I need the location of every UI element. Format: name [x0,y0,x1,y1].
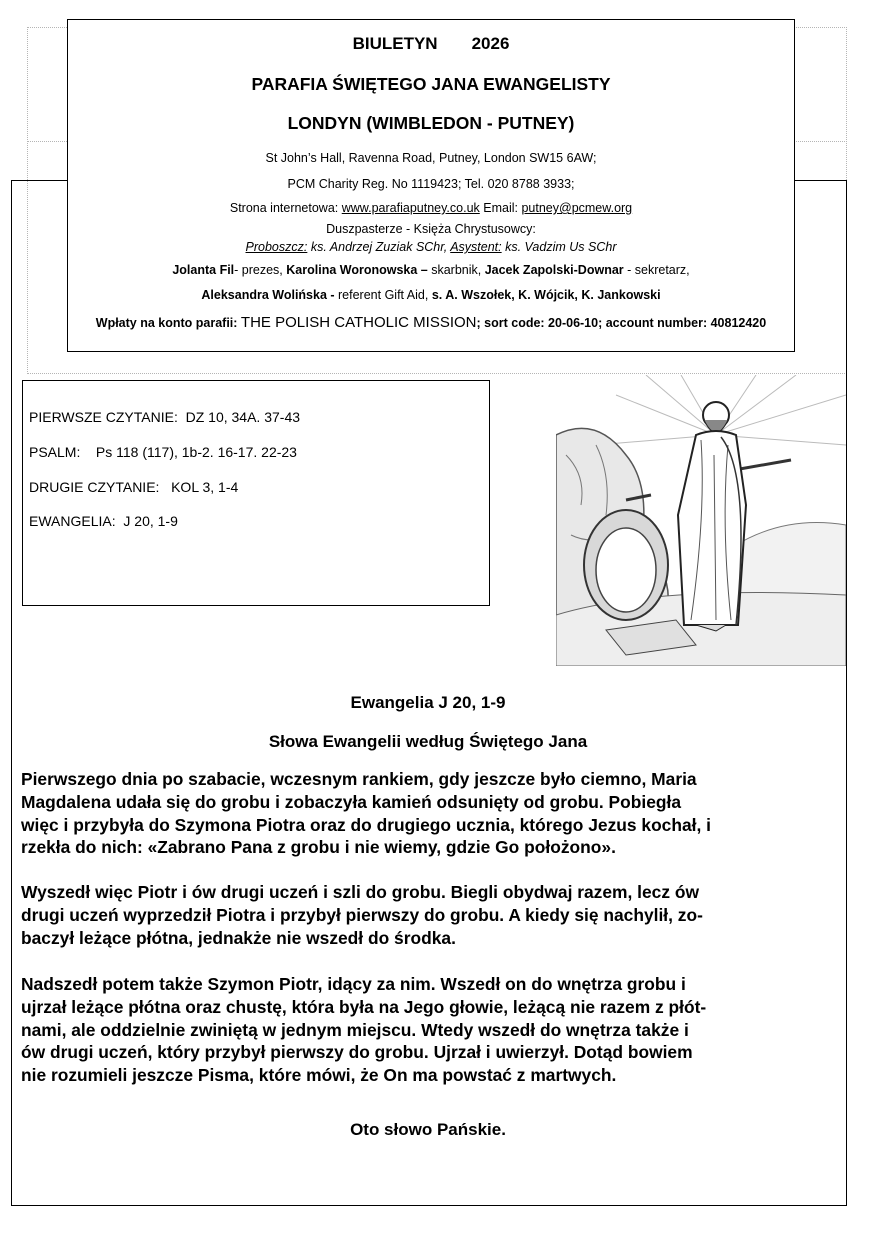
bulletin-title: BIULETYN 2026 [352,34,510,53]
gospel-reading: EWANGELIA: J 20, 1-9 [29,513,178,529]
payments-line: Wpłaty na konto parafii: THE POLISH CATHOLIC MISSION; sort code: 20-06-10; account number: 40812420 [95,314,767,331]
closing-acclamation: Oto słowo Pańskie. [350,1120,506,1139]
psalm: PSALM: Ps 118 (117), 1b-2. 16-17. 22-23 [29,444,297,460]
website-link[interactable]: www.parafiaputney.co.uk [341,201,480,215]
second-reading: DRUGIE CZYTANIE: KOL 3, 1-4 [29,479,239,495]
first-reading: PIERWSZE CZYTANIE: DZ 10, 34A. 37-43 [29,409,301,425]
gospel-paragraph-1: Pierwszego dnia po szabacie, wczesnym rankiem, gdy jeszcze było ciemno, Maria Magdalena udała się do grobu i zobaczyła kamień odsunięty od grobu. Pobiegła więc i przybyła do Szymona Piotra oraz do drugiego ucznia, którego Jezus kochał, i rzekła do nich: «Zabrano Pana z grobu i nie wiemy, gdzie Go położono». [21,769,711,858]
gospel-title: Ewangelia J 20, 1-9 [350,693,506,712]
council-line-2: Aleksandra Wolińska - referent Gift Aid, s. A. Wszołek, K. Wójcik, K. Jankowski [201,288,661,302]
readings-box [22,380,490,606]
header-box [67,19,795,352]
gospel-paragraph-2: Wyszedł więc Piotr i ów drugi uczeń i szli do grobu. Biegli obydwaj razem, lecz ów drugi uczeń wyprzedził Piotra i przybył pierwszy do grobu. A kiedy się nachylił, zo- baczył leżące płótna, jednakże nie wszedł do środka. [21,882,703,948]
parish-city: LONDYN (WIMBLEDON - PUTNEY) [287,113,575,133]
gospel-paragraph-3: Nadszedł potem także Szymon Piotr, idący za nim. Wszedł on do wnętrza grobu i ujrzał leżące płótna oraz chustę, która była na Jego głowie, leżącą nie razem z płót- nami, ale oddzielnie zwiniętą w jednym miejscu. Wtedy wszedł do wnętrza także i ów drugi uczeń, który przybył pierwszy do grobu. Ujrzał i uwierzył. Dotąd bowiem nie rozumieli jeszcze Pisma, które mówi, że On ma powstać z martwych. [21,974,707,1086]
parish-name: PARAFIA ŚWIĘTEGO JANA EWANGELISTY [251,74,611,94]
contact-line: Strona internetowa: www.parafiaputney.co.uk Email: putney@pcmew.org [229,201,633,215]
charity-info: PCM Charity Reg. No 1119423; Tel. 020 8788 3933; [287,177,575,191]
clergy-line: Proboszcz: ks. Andrzej Zuziak SChr, Asystent: ks. Vadzim Us SChr [245,240,617,254]
gospel-subtitle: Słowa Ewangelii według Świętego Jana [268,732,588,751]
resurrection-illustration [556,375,846,666]
email-link[interactable]: putney@pcmew.org [521,201,633,215]
pastors-heading: Duszpasterze - Księża Chrystusowcy: [326,222,536,236]
address: St John’s Hall, Ravenna Road, Putney, London SW15 6AW; [265,151,597,165]
council-line-1: Jolanta Fil- prezes, Karolina Woronowska – skarbnik, Jacek Zapolski-Downar - sekretarz, [172,263,690,277]
